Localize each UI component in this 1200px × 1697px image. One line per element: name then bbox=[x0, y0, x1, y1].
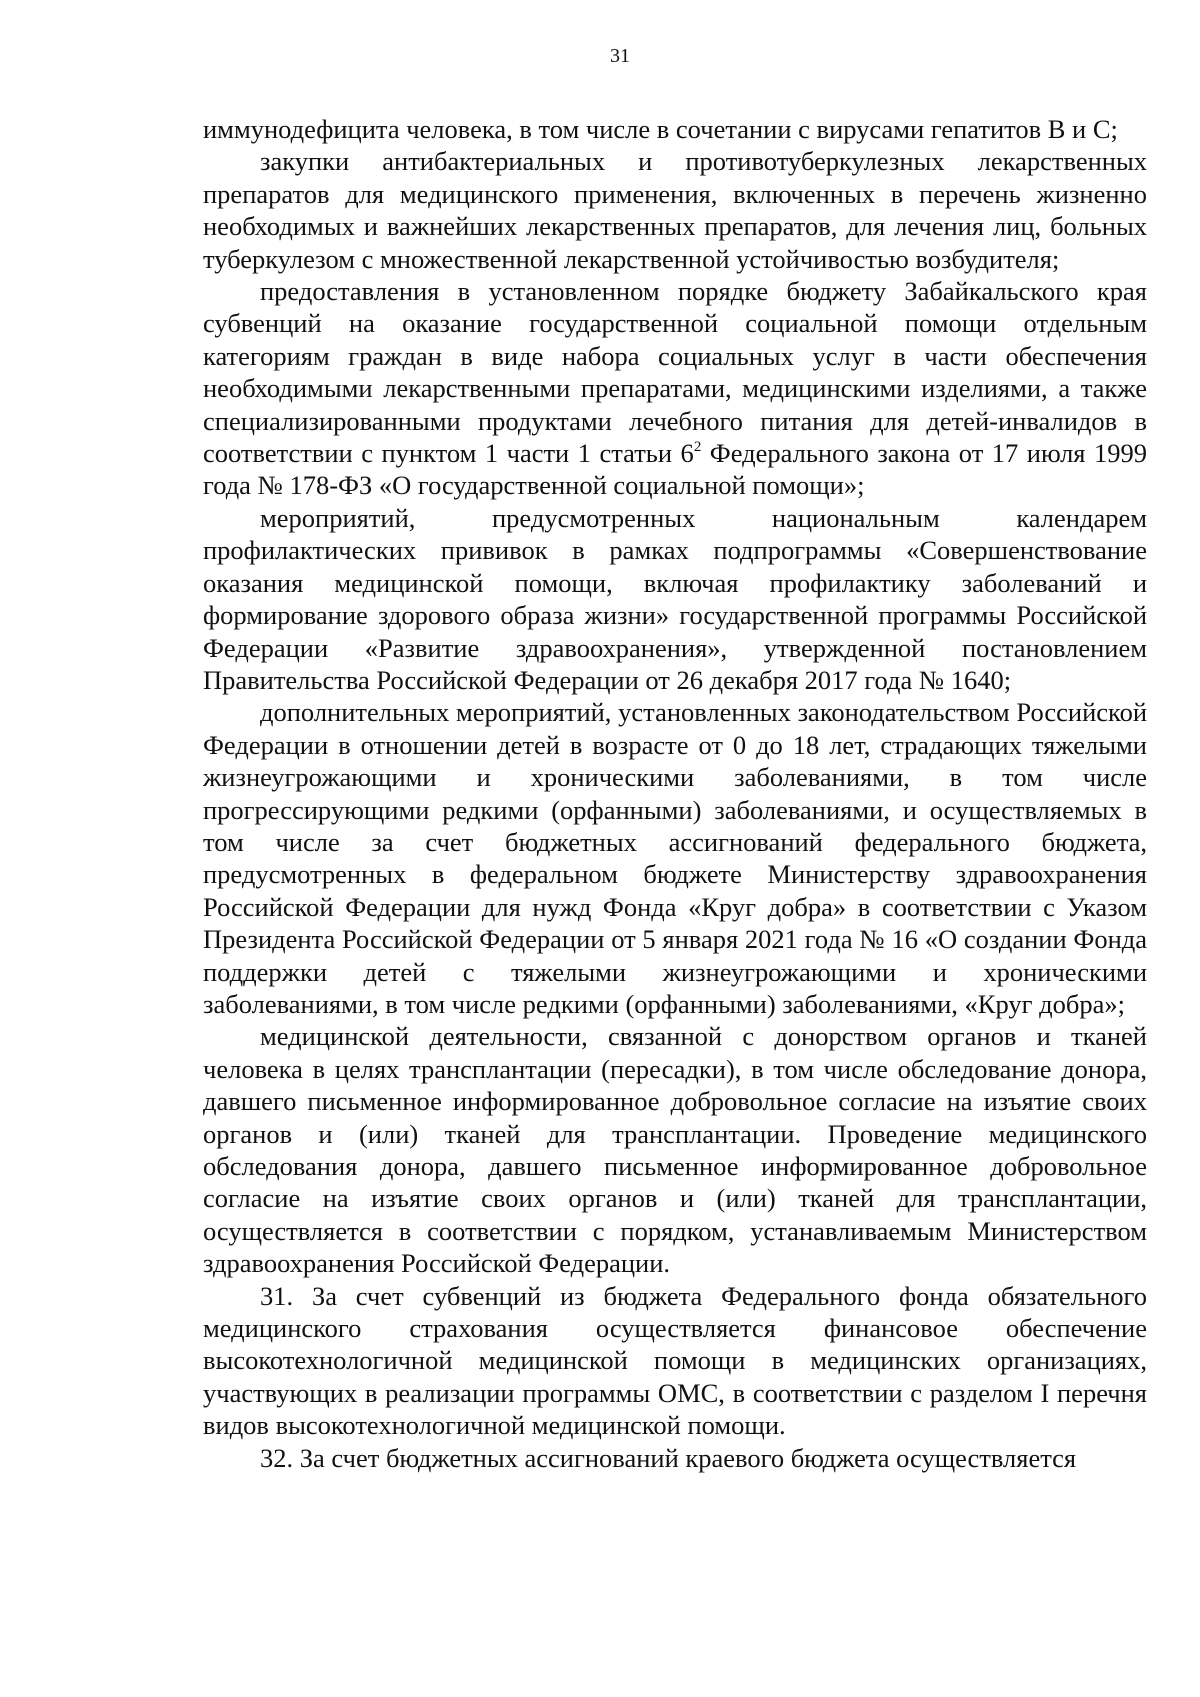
paragraph-text-after-superscript: Федерального закона от 17 июля 1999 года № 178-ФЗ «О государственной социальной помощи»; bbox=[203, 438, 1147, 501]
paragraph-item-31: 31. За счет субвенций из бюджета Федерального фонда обязательного медицинского страхования осуществляется финансовое обеспечение высокотехнологичной медицинской помощи в медицинских организациях, участвующих в реализации программы ОМС, в соответствии с разделом I перечня видов высокотехнологичной медицинской помощи. bbox=[203, 1280, 1147, 1441]
page-number: 31 bbox=[610, 45, 630, 67]
paragraph-children-measures: дополнительных мероприятий, установленных законодательством Российской Федерации в отношении детей в возрасте от 0 до 18 лет, страдающих тяжелыми жизнеугрожающими и хроническими заболеваниями, в том числе прогрессирующими редкими (орфанными) заболеваниями, и осуществляемых в том числе за счет бюджетных ассигнований федерального бюджета, предусмотренных в федеральном бюджете Министерству здравоохранения Российской Федерации для нужд Фонда «Круг добра» в соответствии с Указом Президента Российской Федерации от 5 января 2021 года № 16 «О создании Фонда поддержки детей с тяжелыми жизнеугрожающими и хроническими заболеваниями, в том числе редкими (орфанными) заболеваниями, «Круг добра»; bbox=[203, 697, 1147, 1019]
paragraph-item-32: 32. За счет бюджетных ассигнований краевого бюджета осуществляется bbox=[260, 1442, 1077, 1473]
superscript: 2 bbox=[693, 439, 702, 456]
paragraph-vaccination-calendar: мероприятий, предусмотренных национальным календарем профилактических прививок в рамках подпрограммы «Совершенствование оказания медицинской помощи, включая профилактику заболеваний и формирование здорового образа жизни» государственной программы Российской Федерации «Развитие здравоохранения», утвержденной постановлением Правительства Российской Федерации от 26 декабря 2017 года № 1640; bbox=[203, 502, 1147, 695]
paragraph-organ-donation: медицинской деятельности, связанной с донорством органов и тканей человека в целях трансплантации (пересадки), в том числе обследование донора, давшего письменное информированное добровольное согласие на изъятие своих органов и (или) тканей для трансплантации. Проведение медицинского обследования донора, давшего письменное информированное добровольное согласие на изъятие своих органов и (или) тканей для трансплантации, осуществляется в соответствии с порядком, устанавливаемым Министерством здравоохранения Российской Федерации. bbox=[203, 1021, 1147, 1279]
paragraph-hiv-continuation: иммунодефицита человека, в том числе в сочетании с вирусами гепатитов В и С; bbox=[203, 114, 1118, 144]
paragraph-text-before-superscript: предоставления в установленном порядке бюджету Забайкальского края субвенций на оказание государственной социальной помощи отдельным категориям граждан в виде набора социальных услуг в части обеспечения необходимыми лекарственными препаратами, медицинскими изделиями, а также специализированными продуктами лечебного питания для детей-инвалидов в соответствии с пунктом 1 части 1 статьи 6 bbox=[203, 276, 1147, 469]
document-body bbox=[203, 113, 1147, 1474]
paragraph-antibacterial-purchase: закупки антибактериальных и противотуберкулезных лекарственных препаратов для медицинского применения, включенных в перечень жизненно необходимых и важнейших лекарственных препаратов, для лечения лиц, больных туберкулезом с множественной лекарственной устойчивостью возбудителя; bbox=[203, 146, 1147, 274]
paragraph-subventions-social-aid bbox=[203, 275, 1147, 502]
